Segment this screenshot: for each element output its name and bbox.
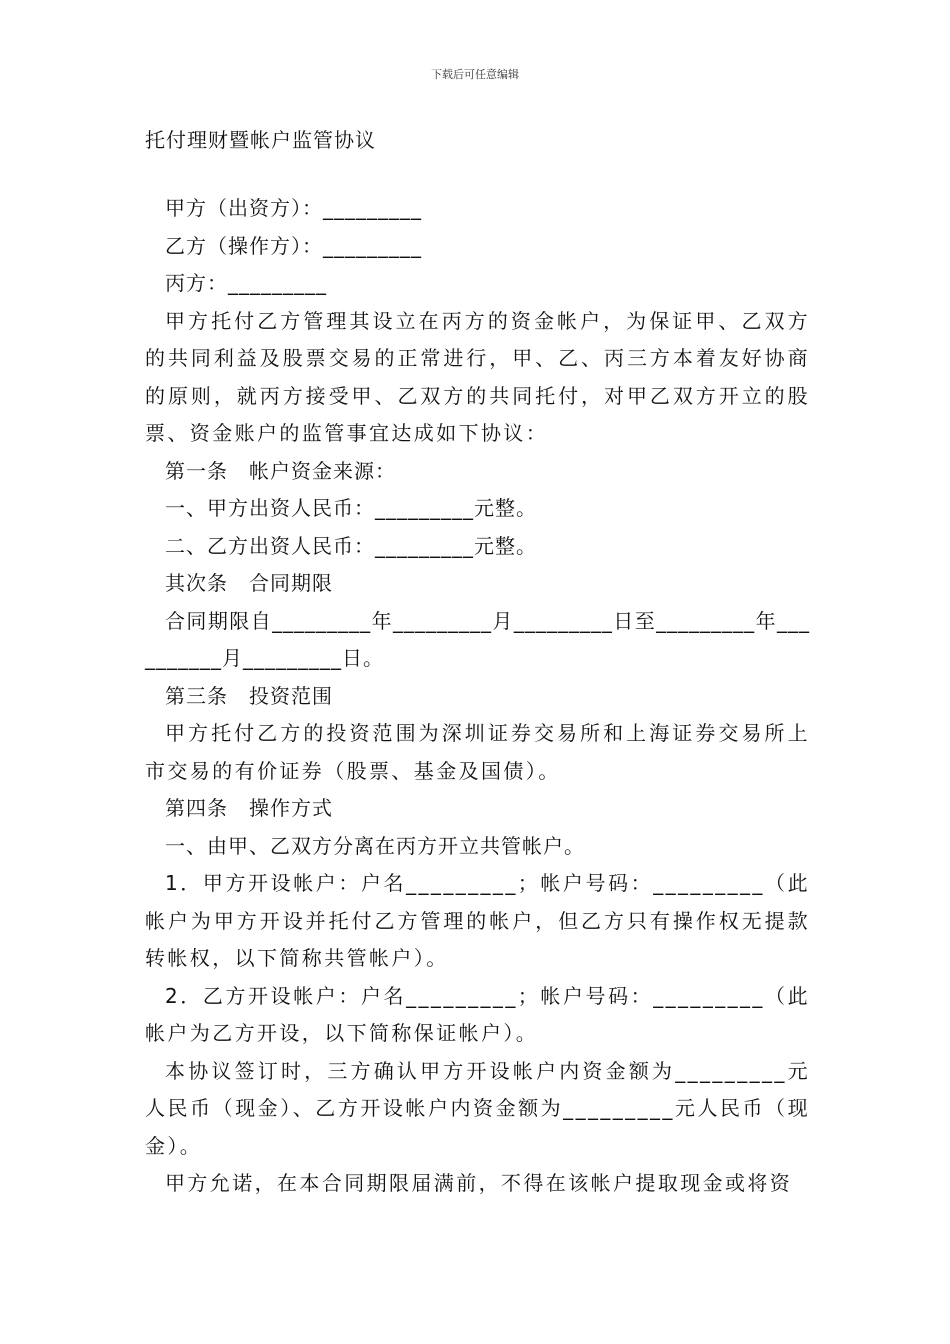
- article-2-heading: 其次条 合同期限: [165, 571, 333, 595]
- article-1-item-2: 二、乙方出资人民币：_________元整。: [165, 533, 537, 558]
- page-header-note: 下载后可任意编辑: [431, 68, 519, 81]
- party-a-line: 甲方（出资方）：_________: [165, 196, 422, 220]
- article-1-item-1: 一、甲方出资人民币：_________元整。: [165, 496, 537, 520]
- article-4-item-1: 一、由甲、乙双方分离在丙方开立共管帐户。: [165, 833, 585, 858]
- party-a-commitment-paragraph: 甲方允诺，在本合同期限届满前，不得在该帐户提取现金或将资: [165, 1171, 793, 1195]
- preamble-paragraph: 甲方托付乙方管理其设立在丙方的资金帐户，为保证甲、乙双方的共同利益及股票交易的正常进行，甲、乙、丙三方本着友好协商的原则，就丙方接受甲、乙双方的共同托付，对甲乙双方开立的股票、资金账户的监管事宜达成如下协议：: [145, 308, 810, 445]
- document-body: [145, 190, 810, 1203]
- article-4-clause-2: 2．乙方开设帐户：户名_________；帐户号码：_________（此帐户为乙方开设，以下简称保证帐户）。: [145, 983, 810, 1045]
- document-title: 托付理财暨帐户监管协议: [145, 128, 376, 152]
- article-3-heading: 第三条 投资范围: [165, 683, 333, 708]
- party-b-line: 乙方（操作方）：_________: [165, 233, 422, 258]
- contract-term-paragraph: 合同期限自_________年_________月_________日至_________年__________月_________日。: [145, 608, 810, 670]
- article-1-heading: 第一条 帐户资金来源：: [165, 458, 396, 483]
- party-c-line: 丙方：_________: [165, 271, 327, 295]
- article-4-heading: 第四条 操作方式: [165, 796, 333, 820]
- investment-scope-paragraph: 甲方托付乙方的投资范围为深圳证券交易所和上海证券交易所上市交易的有价证券（股票、基金及国债）。: [145, 721, 810, 783]
- article-4-clause-1: 1．甲方开设帐户：户名_________；帐户号码：_________（此帐户为甲方开设并托付乙方管理的帐户，但乙方只有操作权无提款转帐权，以下简称共管帐户）。: [145, 871, 810, 970]
- fund-confirmation-paragraph: 本协议签订时，三方确认甲方开设帐户内资金额为_________元人民币（现金）、乙方开设帐户内资金额为_________元人民币（现金）。: [145, 1058, 810, 1158]
